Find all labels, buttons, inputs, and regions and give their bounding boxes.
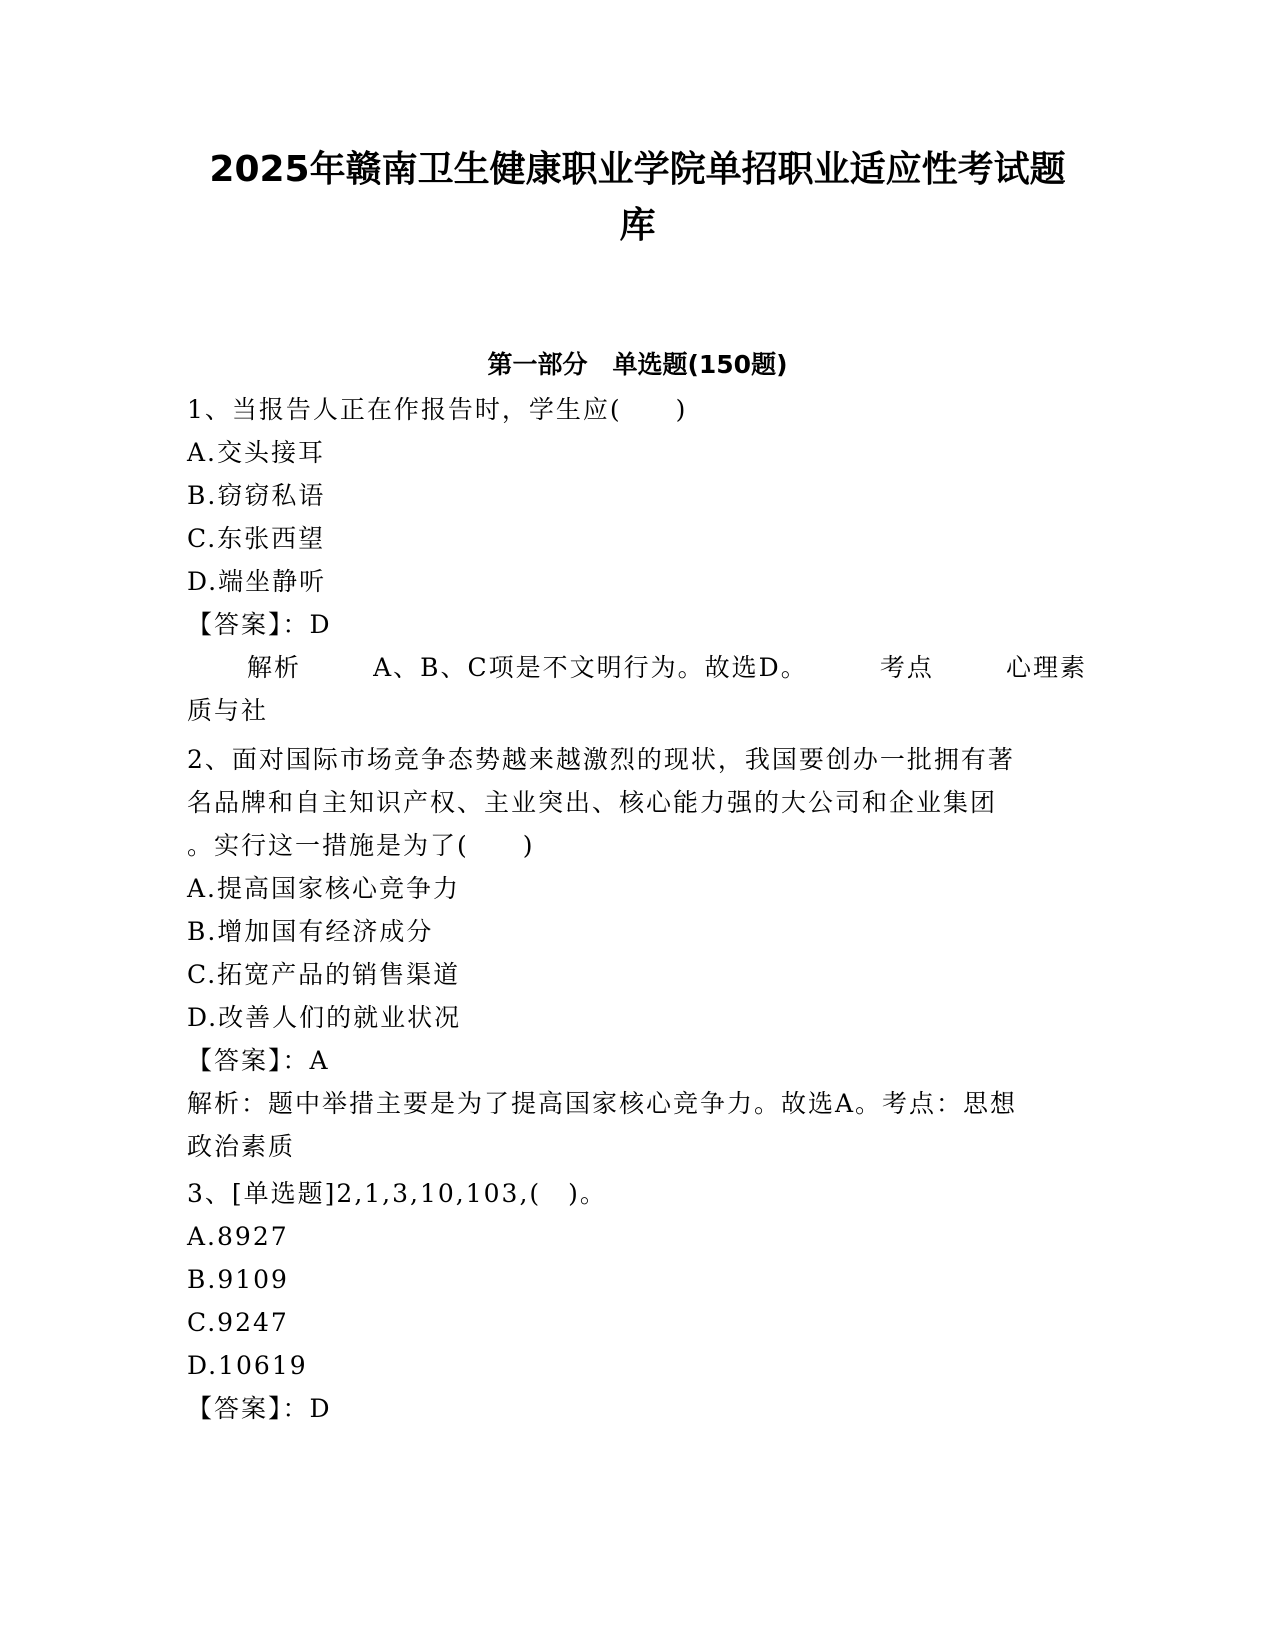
answer: 【答案】：D — [187, 1394, 332, 1423]
question-stem: 3、[单选题]2,1,3,10,103,( )。 — [187, 1179, 607, 1208]
option-a: A.提高国家核心竞争力 — [187, 874, 461, 903]
question-stem-line-1: 2、面对国际市场竞争态势越来越激烈的现状，我国要创办一批拥有著 — [187, 745, 1015, 774]
answer: 【答案】：A — [187, 1046, 330, 1075]
option-c: C.东张西望 — [187, 524, 326, 553]
topic-label: 考点 — [879, 653, 934, 682]
option-c: C.9247 — [187, 1308, 289, 1337]
explanation-text: A、B、C项是不文明行为。故选D。 — [373, 653, 808, 682]
option-b: B.增加国有经济成分 — [187, 917, 434, 946]
topic-text: 心理素 — [1005, 653, 1087, 682]
title-line-1: 2025年赣南卫生健康职业学院单招职业适应性考试题 — [209, 149, 1066, 190]
option-a: A.8927 — [187, 1222, 289, 1251]
option-a: A.交头接耳 — [187, 438, 326, 467]
explanation-label: 解析 — [247, 653, 302, 682]
explanation-line-1: 解析：题中举措主要是为了提高国家核心竞争力。故选A。考点：思想 — [187, 1089, 1018, 1118]
section-heading: 第一部分 单选题(150题) — [487, 350, 788, 379]
question-stem: 1、当报告人正在作报告时，学生应( ) — [187, 395, 688, 424]
question-2 — [187, 738, 1087, 1168]
explanation-continued: 质与社 — [187, 696, 269, 725]
explanation-line-2: 政治素质 — [187, 1132, 296, 1161]
option-d: D.10619 — [187, 1351, 308, 1380]
question-stem-line-3: 。实行这一措施是为了( ) — [187, 831, 535, 860]
question-stem-line-2: 名品牌和自主知识产权、主业突出、核心能力强的大公司和企业集团 — [187, 788, 998, 817]
option-d: D.改善人们的就业状况 — [187, 1003, 462, 1032]
explanation — [187, 646, 1087, 689]
option-b: B.窃窃私语 — [187, 481, 326, 510]
option-c: C.拓宽产品的销售渠道 — [187, 960, 461, 989]
option-d: D.端坐静听 — [187, 567, 327, 596]
document-title — [180, 142, 1095, 254]
answer: 【答案】：D — [187, 610, 332, 639]
title-line-2: 库 — [619, 205, 656, 246]
question-3 — [187, 1172, 1087, 1430]
question-1 — [187, 388, 1087, 732]
option-b: B.9109 — [187, 1265, 289, 1294]
